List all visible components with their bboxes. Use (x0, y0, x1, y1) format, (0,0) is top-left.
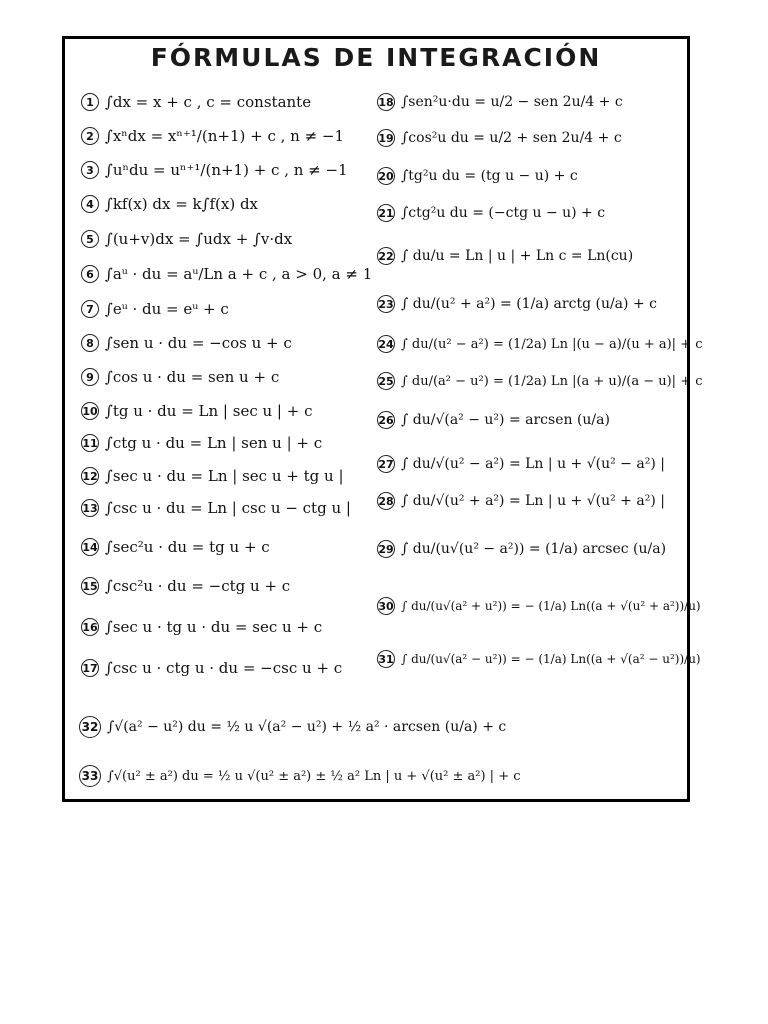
formula-number: 2 (81, 127, 99, 145)
formula-10 (81, 396, 313, 426)
formula-28 (377, 486, 665, 516)
formula-24 (377, 329, 703, 359)
formula-expression: ∫sec²u · du = tg u + c (105, 538, 270, 556)
formula-number: 18 (377, 93, 395, 111)
formula-number: 22 (377, 247, 395, 265)
formula-25 (377, 366, 703, 396)
formula-12 (81, 461, 344, 491)
formula-number: 25 (377, 372, 395, 390)
formula-number: 17 (81, 659, 99, 677)
formula-number: 32 (79, 716, 101, 738)
formula-11 (81, 428, 322, 458)
formula-expression: ∫xⁿdx = xⁿ⁺¹/(n+1) + c , n ≠ −1 (105, 127, 345, 145)
formula-7 (81, 294, 229, 324)
formula-number: 1 (81, 93, 99, 111)
formula-expression: ∫kf(x) dx = k∫f(x) dx (105, 195, 259, 213)
formula-33 (79, 761, 521, 791)
formula-number: 16 (81, 618, 99, 636)
formula-expression: ∫ du/√(u² − a²) = Ln | u + √(u² − a²) | (401, 456, 665, 472)
formula-3 (81, 155, 348, 185)
formula-expression: ∫ du/(u√(u² − a²)) = (1/a) arcsec (u/a) (401, 541, 667, 557)
formula-expression: ∫ du/(u² − a²) = (1/2a) Ln |(u − a)/(u + a)| + c (401, 336, 703, 352)
formula-expression: ∫tg u · du = Ln | sec u | + c (105, 402, 313, 420)
formula-15 (81, 571, 290, 601)
formula-expression: ∫eᵘ · du = eᵘ + c (105, 300, 229, 318)
formula-number: 10 (81, 402, 99, 420)
formula-number: 19 (377, 129, 395, 147)
formula-6 (81, 259, 372, 289)
formula-1 (81, 87, 311, 117)
formula-expression: ∫sec u · du = Ln | sec u + tg u | (105, 467, 344, 485)
page-title: FÓRMULAS DE INTEGRACIÓN (150, 43, 602, 72)
formula-19 (377, 123, 622, 153)
formula-expression: ∫csc²u · du = −ctg u + c (105, 577, 291, 595)
formula-expression: ∫tg²u du = (tg u − u) + c (401, 168, 578, 184)
formula-number: 31 (377, 650, 395, 668)
formula-number: 24 (377, 335, 395, 353)
formula-number: 20 (377, 167, 395, 185)
formula-5 (81, 224, 292, 254)
formula-expression: ∫sec u · tg u · du = sec u + c (105, 618, 323, 636)
formula-expression: ∫aᵘ · du = aᵘ/Ln a + c , a > 0, a ≠ 1 (105, 265, 373, 283)
formula-2 (81, 121, 344, 151)
formula-sheet (62, 36, 703, 802)
formula-number: 7 (81, 300, 99, 318)
formula-expression: ∫ctg u · du = Ln | sen u | + c (105, 434, 323, 452)
formula-number: 13 (81, 499, 99, 517)
formula-16 (81, 612, 322, 642)
formula-expression: ∫ du/(u√(a² − u²)) = − (1/a) Ln((a + √(a² − u²))/u) (401, 652, 701, 666)
formula-4 (81, 189, 258, 219)
formula-number: 12 (81, 467, 99, 485)
formula-expression: ∫cos²u du = u/2 + sen 2u/4 + c (401, 130, 622, 146)
formula-number: 4 (81, 195, 99, 213)
formula-14 (81, 532, 270, 562)
formula-expression: ∫ctg²u du = (−ctg u − u) + c (401, 205, 606, 221)
formula-27 (377, 449, 665, 479)
formula-number: 6 (81, 265, 99, 283)
formula-expression: ∫cos u · du = sen u + c (105, 368, 280, 386)
formula-29 (377, 534, 666, 564)
formula-number: 29 (377, 540, 395, 558)
formula-number: 33 (79, 765, 101, 787)
formula-expression: ∫√(a² − u²) du = ½ u √(a² − u²) + ½ a² · arcsen (u/a) + c (107, 719, 507, 735)
formula-expression: ∫ du/(u√(a² + u²)) = − (1/a) Ln((a + √(u² + a²))/u) (401, 599, 701, 613)
formula-number: 21 (377, 204, 395, 222)
formula-expression: ∫uⁿdu = uⁿ⁺¹/(n+1) + c , n ≠ −1 (105, 161, 348, 179)
formula-number: 28 (377, 492, 395, 510)
formula-8 (81, 328, 292, 358)
formula-expression: ∫ du/√(a² − u²) = arcsen (u/a) (401, 412, 610, 428)
formula-number: 11 (81, 434, 99, 452)
formula-13 (81, 493, 351, 523)
formula-expression: ∫csc u · du = Ln | csc u − ctg u | (105, 499, 351, 517)
formula-expression: ∫sen u · du = −cos u + c (105, 334, 292, 352)
formula-expression: ∫dx = x + c , c = constante (105, 93, 312, 111)
formula-20 (377, 161, 578, 191)
formula-number: 27 (377, 455, 395, 473)
formula-expression: ∫ du/u = Ln | u | + Ln c = Ln(cu) (401, 248, 634, 264)
formula-expression: ∫csc u · ctg u · du = −csc u + c (105, 659, 343, 677)
formula-23 (377, 289, 657, 319)
formula-number: 5 (81, 230, 99, 248)
formula-number: 3 (81, 161, 99, 179)
formula-22 (377, 241, 633, 271)
formula-26 (377, 405, 610, 435)
formula-expression: ∫√(u² ± a²) du = ½ u √(u² ± a²) ± ½ a² Ln | u + √(u² ± a²) | + c (107, 768, 521, 784)
formula-expression: ∫ du/√(u² + a²) = Ln | u + √(u² + a²) | (401, 493, 665, 509)
formula-expression: ∫(u+v)dx = ∫udx + ∫v·dx (105, 230, 293, 248)
formula-21 (377, 198, 605, 228)
formula-17 (81, 653, 342, 683)
formula-32 (79, 712, 506, 742)
formula-number: 15 (81, 577, 99, 595)
formula-expression: ∫ du/(u² + a²) = (1/a) arctg (u/a) + c (401, 296, 657, 312)
formula-number: 23 (377, 295, 395, 313)
formula-31 (377, 644, 701, 674)
formula-number: 9 (81, 368, 99, 386)
formula-number: 30 (377, 597, 395, 615)
formula-18 (377, 87, 623, 117)
formula-number: 26 (377, 411, 395, 429)
formula-expression: ∫sen²u·du = u/2 − sen 2u/4 + c (401, 94, 623, 110)
formula-9 (81, 362, 279, 392)
formula-expression: ∫ du/(a² − u²) = (1/2a) Ln |(a + u)/(a − u)| + c (401, 373, 703, 389)
formula-30 (377, 591, 701, 621)
formula-number: 8 (81, 334, 99, 352)
formula-number: 14 (81, 538, 99, 556)
